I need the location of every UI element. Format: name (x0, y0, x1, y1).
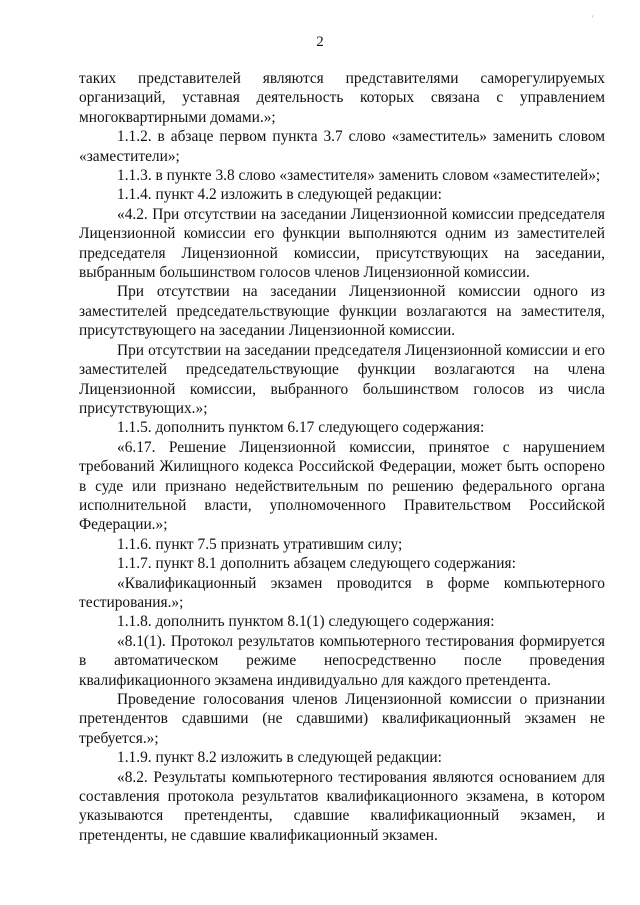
paragraph: При отсутствии на заседании Лицензионной комиссии одного из заместителей председательствующие функции возлагаются на заместителя, присутствующего на заседании Лицензионной комиссии. (79, 283, 605, 340)
paragraph: 1.1.7. пункт 8.1 дополнить абзацем следующего содержания: (117, 555, 516, 573)
paragraph: 1.1.6. пункт 7.5 признать утратившим силу; (117, 535, 403, 553)
paragraph: 1.1.3. в пункте 3.8 слово «заместителя» заменить словом «заместителей»; (117, 167, 601, 185)
paragraph: таких представителей являются представителями саморегулируемых организаций, уставная деятельность которых связана с управлением многоквартирными домами.»; (79, 70, 605, 126)
scan-mark: ' (592, 14, 594, 23)
document-body (79, 69, 605, 845)
paragraph: 1.1.8. дополнить пунктом 8.1(1) следующего содержания: (117, 613, 495, 631)
paragraph: 1.1.5. дополнить пунктом 6.17 следующего содержания: (117, 419, 485, 437)
paragraph: 1.1.9. пункт 8.2 изложить в следующей редакции: (117, 749, 442, 767)
paragraph: 1.1.4. пункт 4.2 изложить в следующей редакции: (117, 186, 442, 204)
paragraph: 1.1.2. в абзаце первом пункта 3.7 слово «заместитель» заменить словом «заместители»; (79, 128, 605, 165)
paragraph: «4.2. При отсутствии на заседании Лицензионной комиссии председателя Лицензионной комиссии его функции выполняются одним из заместителей председателя Лицензионной комиссии, присутствующих на заседании, выбранным большинством голосов членов Лицензионной комиссии. (79, 205, 605, 282)
paragraph: «8.2. Результаты компьютерного тестирования являются основанием для составления протокола результатов квалификационного экзамена, в котором указываются претенденты, сдавшие квалификационный экзамен, и претенденты, не сдавшие квалификационный экзамен. (79, 768, 605, 844)
page-number: 2 (316, 34, 324, 50)
paragraph: «6.17. Решение Лицензионной комиссии, принятое с нарушением требований Жилищного кодекса Российской Федерации, может быть оспорено в суде или признано недействительным по решению федерального органа исполнительной власти, уполномоченного Правительством Российской Федерации.»; (79, 438, 605, 534)
paragraph: «Квалификационный экзамен проводится в форме компьютерного тестирования.»; (79, 574, 605, 611)
paragraph: При отсутствии на заседании председателя Лицензионной комиссии и его заместителей председательствующие функции возлагаются на члена Лицензионной комиссии, выбранного большинством голосов из числа присутствующих.»; (79, 341, 605, 417)
paragraph: «8.1(1). Протокол результатов компьютерного тестирования формируется в автоматическом режиме непосредственно после проведения квалификационного экзамена индивидуально для каждого претендента. (79, 632, 605, 689)
paragraph: Проведение голосования членов Лицензионной комиссии о признании претендентов сдавшими (не сдавшими) квалификационный экзамен не требуется.»; (79, 691, 605, 747)
